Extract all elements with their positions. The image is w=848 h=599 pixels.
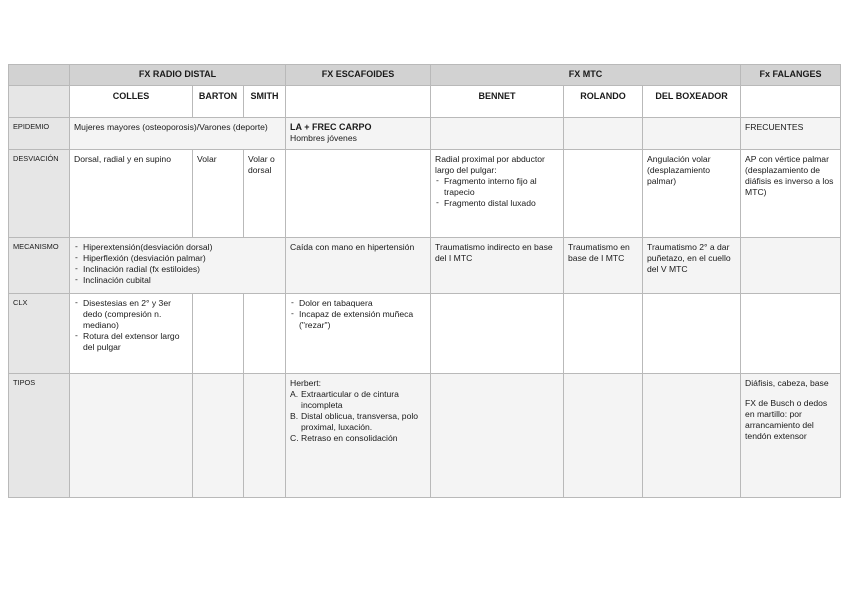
row-epidemio xyxy=(9,117,841,149)
subheader-barton: BARTON xyxy=(193,85,244,117)
epidemio-escafoides-text: Hombres jóvenes xyxy=(290,133,357,144)
desviacion-boxeador-cell: Angulación volar (desplazamiento palmar) xyxy=(643,149,741,237)
tipos-escafoides-cell xyxy=(286,373,431,497)
subheader-bennet: BENNET xyxy=(431,85,564,117)
clx-escafoides-list xyxy=(290,298,426,332)
tipos-barton-cell xyxy=(193,373,244,497)
tipos-smith-cell xyxy=(244,373,286,497)
tipos-escafoides-list xyxy=(290,389,426,445)
list-item: - Inclinación radial (fx estiloides) xyxy=(74,264,281,275)
list-item xyxy=(290,411,426,433)
mecanismo-escafoides-cell: Caída con mano en hipertensión xyxy=(286,237,431,293)
epidemio-falanges-cell: FRECUENTES xyxy=(741,117,841,149)
desviacion-barton-cell: Volar xyxy=(193,149,244,237)
list-item: - Hiperflexión (desviación palmar) xyxy=(74,253,281,264)
header-radio-distal: FX RADIO DISTAL xyxy=(70,65,286,86)
subheader-escafoides-empty xyxy=(286,85,431,117)
clx-boxeador-cell xyxy=(643,293,741,373)
row-desviacion xyxy=(9,149,841,237)
epidemio-bennet-cell xyxy=(431,117,564,149)
row-label-desviacion: DESVIACIÓN xyxy=(9,149,70,237)
clx-escafoides-cell xyxy=(286,293,431,373)
mecanismo-radio-list xyxy=(74,242,281,287)
mecanismo-boxeador-cell: Traumatismo 2° a dar puñetazo, en el cuello del V MTC xyxy=(643,237,741,293)
fractures-table xyxy=(8,64,841,498)
desviacion-bennet-cell xyxy=(431,149,564,237)
mecanismo-rolando-cell: Traumatismo en base de I MTC xyxy=(564,237,643,293)
desviacion-bennet-list xyxy=(435,176,559,210)
list-marker: A. xyxy=(290,388,299,399)
list-text: Retraso en consolidación xyxy=(301,433,398,444)
subheader-corner xyxy=(9,85,70,117)
list-item: - Dolor en tabaquera xyxy=(290,298,426,309)
row-label-epidemio: EPIDEMIO xyxy=(9,117,70,149)
header-falanges: Fx FALANGES xyxy=(741,65,841,86)
subheader-colles: COLLES xyxy=(70,85,193,117)
epidemio-escafoides-cell xyxy=(286,117,431,149)
mecanismo-bennet-cell: Traumatismo indirecto en base del I MTC xyxy=(431,237,564,293)
clx-barton-cell xyxy=(193,293,244,373)
epidemio-radio-cell: Mujeres mayores (osteoporosis)/Varones (deporte) xyxy=(70,117,286,149)
list-item: - Fragmento interno fijo al trapecio xyxy=(435,176,559,198)
clx-falanges-cell xyxy=(741,293,841,373)
row-clx xyxy=(9,293,841,373)
list-marker: C. xyxy=(290,433,299,444)
list-item: - Incapaz de extensión muñeca ("rezar") xyxy=(290,309,426,331)
subheader-boxeador: DEL BOXEADOR xyxy=(643,85,741,117)
list-text: Distal oblicua, transversa, polo proximal, luxación. xyxy=(301,411,419,433)
epidemio-rolando-cell xyxy=(564,117,643,149)
tipos-falanges-text-2: FX de Busch o dedos en martillo: por arrancamiento del tendón extensor xyxy=(745,397,828,442)
row-tipos xyxy=(9,373,841,497)
list-item: - Hiperextensión(desviación dorsal) xyxy=(74,242,281,253)
mecanismo-falanges-cell xyxy=(741,237,841,293)
tipos-falanges-text-1: Diáfisis, cabeza, base xyxy=(745,377,829,388)
epidemio-boxeador-cell xyxy=(643,117,741,149)
tipos-rolando-cell xyxy=(564,373,643,497)
row-label-tipos: TIPOS xyxy=(9,373,70,497)
subheader-smith: SMITH xyxy=(244,85,286,117)
list-item xyxy=(290,433,426,444)
list-item: - Fragmento distal luxado xyxy=(435,198,559,209)
desviacion-smith-cell: Volar o dorsal xyxy=(244,149,286,237)
mecanismo-radio-cell xyxy=(70,237,286,293)
subheader-falanges-empty xyxy=(741,85,841,117)
tipos-colles-cell xyxy=(70,373,193,497)
subheader-rolando: ROLANDO xyxy=(564,85,643,117)
clx-colles-cell xyxy=(70,293,193,373)
header-escafoides: FX ESCAFOIDES xyxy=(286,65,431,86)
clx-smith-cell xyxy=(244,293,286,373)
epidemio-escafoides-title: LA + FREC CARPO xyxy=(290,121,372,132)
list-text: Extraarticular o de cintura incompleta xyxy=(301,388,399,410)
header-mtc: FX MTC xyxy=(431,65,741,86)
corner-cell xyxy=(9,65,70,86)
desviacion-rolando-cell xyxy=(564,149,643,237)
group-header-row xyxy=(9,65,841,86)
clx-colles-list xyxy=(74,298,188,354)
row-label-mecanismo: MECANISMO xyxy=(9,237,70,293)
list-item: - Disestesias en 2° y 3er dedo (compresión n. mediano) xyxy=(74,298,188,332)
tipos-bennet-cell xyxy=(431,373,564,497)
row-mecanismo xyxy=(9,237,841,293)
subheader-row xyxy=(9,85,841,117)
clx-rolando-cell xyxy=(564,293,643,373)
clx-bennet-cell xyxy=(431,293,564,373)
list-item: - Inclinación cubital xyxy=(74,275,281,286)
desviacion-escafoides-cell xyxy=(286,149,431,237)
row-label-clx: CLX xyxy=(9,293,70,373)
desviacion-colles-cell: Dorsal, radial y en supino xyxy=(70,149,193,237)
list-marker: B. xyxy=(290,411,299,422)
desviacion-falanges-cell: AP con vértice palmar (desplazamiento de diáfisis es inverso a los MTC) xyxy=(741,149,841,237)
list-item xyxy=(290,389,426,411)
list-item: - Rotura del extensor largo del pulgar xyxy=(74,331,188,353)
tipos-boxeador-cell xyxy=(643,373,741,497)
tipos-falanges-cell xyxy=(741,373,841,497)
desviacion-bennet-intro: Radial proximal por abductor largo del pulgar: xyxy=(435,153,545,175)
tipos-escafoides-title: Herbert: xyxy=(290,377,322,388)
